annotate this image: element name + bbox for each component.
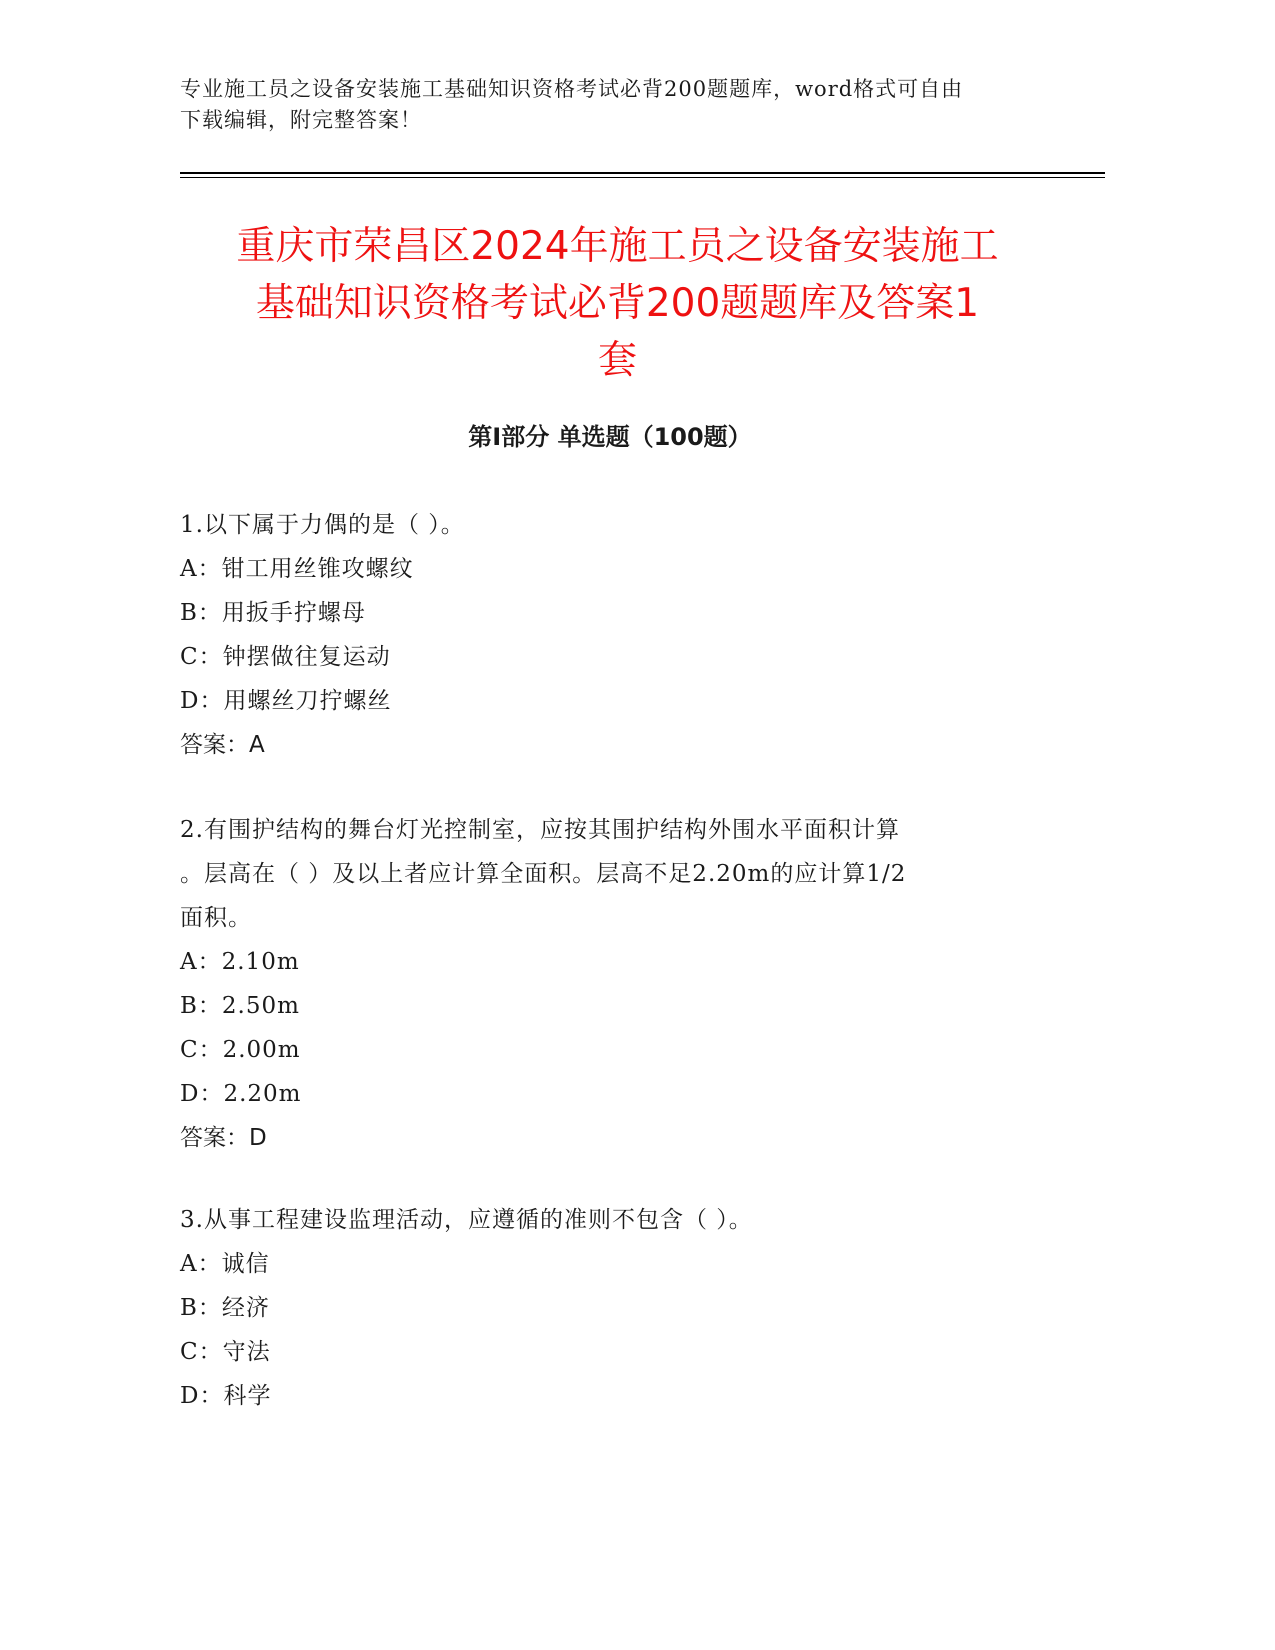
section-heading: 第I部分 单选题（100题） [468,423,752,451]
question-stem: 1.以下属于力偶的是（ ）。 [180,512,465,538]
option-c: C：钟摆做往复运动 [180,644,391,670]
document-title-line-1: 重庆市荣昌区2024年施工员之设备安装施工 [236,224,999,269]
document-title-line-2: 基础知识资格考试必背200题题库及答案1 [255,281,980,326]
header-note-line-2: 下载编辑，附完整答案！ [180,108,422,132]
option-a: A：诚信 [180,1251,270,1277]
header-divider-thick [180,172,1105,174]
option-c: C：2.00m [180,1037,301,1063]
option-d: D：2.20m [180,1081,302,1107]
header-note-line-1: 专业施工员之设备安装施工基础知识资格考试必背200题题库，word格式可自由 [180,77,964,101]
answer-text: 答案：D [180,1125,267,1151]
question-stem-line-2: 。层高在（ ）及以上者应计算全面积。层高不足2.20m的应计算1/2 [180,861,907,887]
question-stem-line-3: 面积。 [180,905,252,931]
option-a: A：钳工用丝锥攻螺纹 [180,556,414,582]
question-stem: 3.从事工程建设监理活动，应遵循的准则不包含（ ）。 [180,1207,753,1233]
option-d: D：用螺丝刀拧螺丝 [180,688,392,714]
question-item [180,808,1040,1160]
option-c: C：守法 [180,1339,271,1365]
option-a: A：2.10m [180,949,300,975]
option-d: D：科学 [180,1383,272,1409]
header-divider-thin [180,177,1105,178]
document-title [140,218,1095,389]
question-item [180,1198,1040,1418]
option-b: B：2.50m [180,993,300,1019]
header-note [180,74,1040,136]
answer-text: 答案：A [180,732,265,758]
question-item [180,503,1040,767]
option-b: B：用扳手拧螺母 [180,600,366,626]
option-b: B：经济 [180,1295,270,1321]
document-title-line-3: 套 [597,338,637,383]
question-stem-line-1: 2.有围护结构的舞台灯光控制室，应按其围护结构外围水平面积计算 [180,817,900,843]
